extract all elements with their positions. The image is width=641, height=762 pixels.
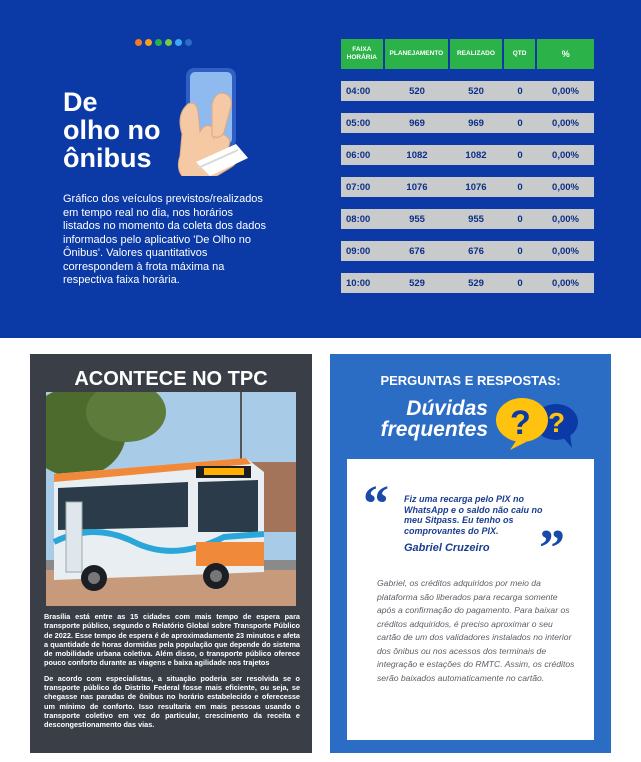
news-article: [44, 612, 300, 730]
table-cell: 969: [468, 117, 484, 129]
table-cell: 05:00: [346, 117, 371, 129]
table-cell: 0: [517, 85, 523, 97]
hand-phone-icon: [172, 64, 282, 176]
table-cell: 0,00%: [552, 149, 579, 161]
news-panel: [30, 354, 312, 753]
table-cell: 08:00: [346, 213, 371, 225]
table-cell: 1076: [465, 181, 487, 193]
faq-title: [358, 398, 488, 440]
hero-description: Gráfico dos veículos previstos/realizados em tempo real no dia, nos horários listados no momento da coleta dos dados informados pelo aplicativo 'De Olho no Ônibus'. Valores quantitativos correspondem à frota máxima na respectiva faixa horária.: [63, 193, 267, 286]
column-header: %: [537, 39, 594, 69]
news-paragraph: De acordo com especialistas, a situação poderia ser resolvida se o transporte público do Distrito Federal fosse mais eficiente, ou seja, se chegasse nas paradas de ônibus no horário estabelecido e oferecesse um mínimo de conforto. Isso resultaria em mais pessoas usando o transporte coletivo em vez do particular, crescimento da receita e descongestionamento das vias.: [44, 673, 300, 730]
news-title: ACONTECE NO TPC: [74, 368, 268, 390]
column-header: REALIZADO: [450, 39, 502, 69]
table-cell: 0,00%: [552, 245, 579, 257]
dot: [175, 39, 182, 46]
dot: [165, 39, 172, 46]
table-cell: 06:00: [346, 149, 371, 161]
table-cell: 520: [409, 85, 425, 97]
faq-header: PERGUNTAS E RESPOSTAS:: [380, 373, 561, 388]
table-cell: 955: [409, 213, 425, 225]
svg-text:?: ?: [548, 407, 566, 438]
table-cell: 969: [409, 117, 425, 129]
table-cell: 1076: [406, 181, 428, 193]
table-body: [341, 81, 594, 293]
dot: [135, 39, 142, 46]
schedule-table: [341, 39, 594, 305]
table-cell: 955: [468, 213, 484, 225]
decorative-dots: [135, 39, 192, 46]
faq-question: Fiz uma recarga pelo PIX no WhatsApp e o saldo não caiu no meu Sitpass. Eu tenho os comprovantes do PIX.: [404, 494, 543, 536]
hero-title-line: ônibus: [63, 143, 152, 173]
svg-text:?: ?: [510, 404, 531, 442]
table-row: [341, 177, 594, 197]
table-row: [341, 113, 594, 133]
table-row: [341, 209, 594, 229]
table-cell: 0,00%: [552, 117, 579, 129]
table-cell: 676: [409, 245, 425, 257]
table-cell: 09:00: [346, 245, 371, 257]
faq-title-line: Dúvidas: [406, 397, 488, 420]
table-cell: 0,00%: [552, 181, 579, 193]
table-cell: 0: [517, 181, 523, 193]
table-cell: 10:00: [346, 277, 371, 289]
faq-panel: [330, 354, 611, 753]
table-header: [341, 39, 594, 69]
hero-title-line: De: [63, 87, 98, 117]
close-quote-icon: ”: [539, 520, 565, 577]
faq-answer: Gabriel, os créditos adquiridos por meio da plataforma são liberados para recarga somente após a confirmação do pagamento. Para baixar os créditos adquiridos, é preciso aproximar o seu cartão de um dos validadores instalados no interior dos ônibus ou nos acessos dos terminais de integração e estações do RMTC. Assim, os créditos serão baixados automaticamente no cartão.: [377, 578, 575, 683]
table-cell: 0: [517, 117, 523, 129]
table-row: [341, 81, 594, 101]
table-cell: 0,00%: [552, 213, 579, 225]
table-cell: 1082: [465, 149, 487, 161]
hero-title-line: olho no: [63, 115, 161, 145]
table-cell: 1082: [406, 149, 428, 161]
info-banner: [0, 0, 641, 338]
table-cell: 0,00%: [552, 85, 579, 97]
column-header: QTD: [504, 39, 536, 69]
table-cell: 0: [517, 149, 523, 161]
table-row: [341, 273, 594, 293]
table-cell: 676: [468, 245, 484, 257]
open-quote-icon: “: [363, 476, 389, 533]
table-cell: 529: [409, 277, 425, 289]
table-row: [341, 145, 594, 165]
news-paragraph: Brasília está entre as 15 cidades com mais tempo de espera para transporte público, segundo o Relatório Global sobre Transporte Público de 2022. Esse tempo de espera é de aproximadamente 23 minutos e afeta a quantidade de horas dormidas pela população que depende do sistema de mobilidade urbana coletiva. Além disso, o transporte público oferece pouco conforto durante as viagens e baixa agilidade nos trajetos: [44, 612, 300, 668]
dot: [185, 39, 192, 46]
table-cell: 07:00: [346, 181, 371, 193]
dot: [145, 39, 152, 46]
column-header: PLANEJAMENTO: [385, 39, 448, 69]
faq-card: [347, 459, 594, 740]
table-cell: 520: [468, 85, 484, 97]
question-bubbles-icon: [492, 394, 582, 452]
table-cell: 04:00: [346, 85, 371, 97]
city-bus-photo: [46, 392, 296, 606]
table-cell: 0: [517, 213, 523, 225]
faq-asker: Gabriel Cruzeiro: [404, 542, 490, 554]
table-cell: 0,00%: [552, 277, 579, 289]
table-cell: 0: [517, 277, 523, 289]
table-row: [341, 241, 594, 261]
table-cell: 529: [468, 277, 484, 289]
column-header: FAIXA HORÁRIA: [341, 39, 383, 69]
dot: [155, 39, 162, 46]
faq-title-line: frequentes: [380, 418, 488, 441]
hero-title: [63, 88, 183, 172]
table-cell: 0: [517, 245, 523, 257]
